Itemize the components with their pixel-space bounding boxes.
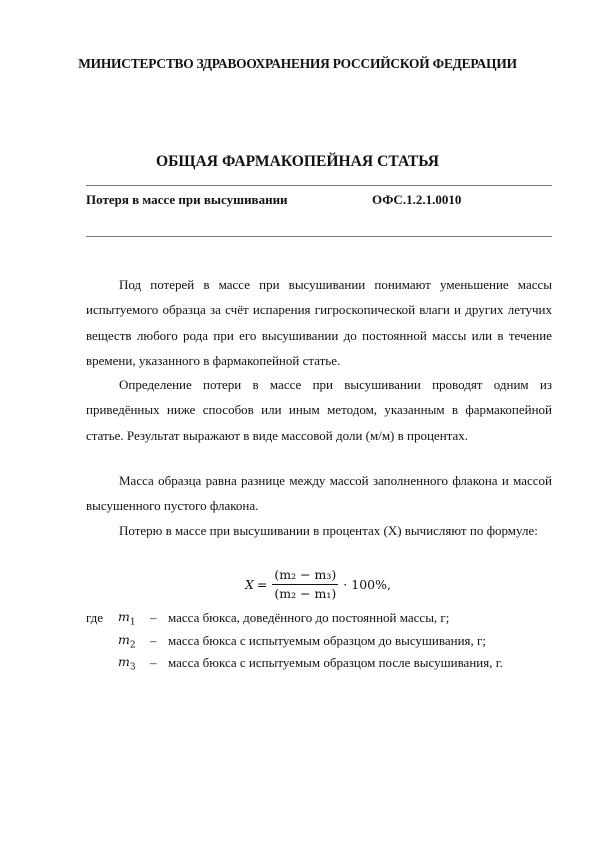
paragraph-text: Под потерей в массе при высушивании понимают уменьшение массы испытуемого образца за счёт испарения гигроскопической влаги и других летучих веществ любого рода при его высушивании до постоянной массы или в течение времени, указанного в фармакопейной статье. — [86, 277, 552, 368]
variable-symbol: $m_2$ — [118, 631, 136, 650]
definition-dash: – — [150, 610, 157, 625]
formula-tail: · 100%, — [343, 576, 391, 592]
ministry-header: МИНИСТЕРСТВО ЗДРАВООХРАНЕНИЯ РОССИЙСКОЙ ФЕДЕРАЦИИ — [78, 56, 517, 71]
where-label: где — [86, 610, 104, 625]
paragraph-text: Определение потери в массе при высушивании проводят одним из приведённых ниже способов или иным методом, указанным в фармакопейной статье. Результат выражают в виде массовой доли (м/м) в процентах. — [86, 377, 552, 443]
definition-row — [86, 610, 556, 633]
definition-row — [86, 633, 556, 656]
variable-symbol: $m_3$ — [118, 654, 136, 673]
paragraph-sample-mass — [86, 468, 552, 519]
definition-dash: – — [150, 632, 157, 648]
formula-fraction — [272, 566, 338, 603]
article-code: ОФС.1.2.1.0010 — [372, 192, 462, 207]
formula-equals: = — [256, 576, 268, 592]
paragraph-formula-intro — [86, 518, 552, 543]
paragraph-text: Потерю в массе при высушивании в процентах (X) вычисляют по формуле: — [119, 523, 538, 538]
document-type-title: ОБЩАЯ ФАРМАКОПЕЙНАЯ СТАТЬЯ — [155, 153, 440, 170]
formula-lhs: X — [245, 576, 254, 592]
definition-text: масса бюкса с испытуемым образцом после высушивания, г. — [168, 655, 503, 670]
formula-numerator: (m₂ − m₃) — [274, 566, 337, 582]
formula-denominator: (m₂ − m₁) — [274, 585, 337, 601]
loss-formula — [245, 562, 391, 606]
definition-dash: – — [150, 655, 157, 670]
variable-definitions — [86, 610, 556, 678]
article-title: Потеря в массе при высушивании — [86, 192, 288, 207]
definition-row — [86, 655, 556, 678]
header-divider-top — [86, 185, 552, 186]
paragraph-definition — [86, 272, 552, 373]
paragraph-text: Масса образца равна разнице между массой заполненного флакона и массой высушенного пустого флакона. — [86, 473, 552, 514]
paragraph-methods — [86, 372, 552, 448]
header-divider-bottom — [86, 236, 552, 237]
definition-text: масса бюкса с испытуемым образцом до высушивания, г; — [168, 632, 486, 648]
variable-symbol: $m_1$ — [118, 609, 136, 628]
definition-text: масса бюкса, доведённого до постоянной массы, г; — [168, 610, 450, 625]
